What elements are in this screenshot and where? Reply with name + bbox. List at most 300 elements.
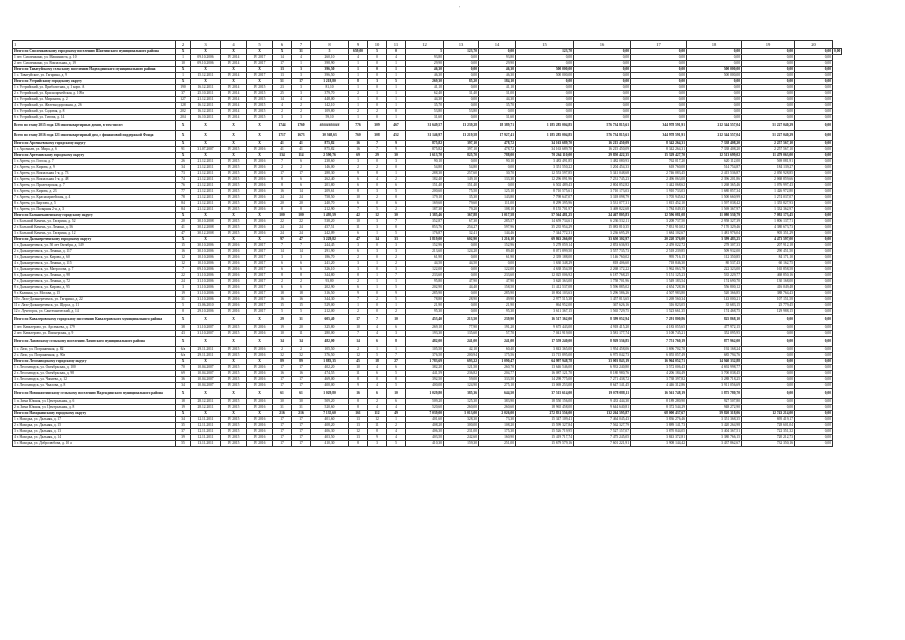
value-cell: X [221, 213, 247, 219]
value-cell: 403,50 [311, 435, 349, 441]
value-cell: 0,00 [631, 67, 687, 73]
value-cell: 7 [387, 273, 406, 279]
value-cell: 0,00 [795, 371, 833, 377]
value-cell: 0,00 [742, 325, 795, 331]
value-cell: 0,00 [742, 55, 795, 61]
value-cell: X [191, 131, 221, 141]
value-cell: 5 [387, 189, 406, 195]
address-cell: 2 г. Находка, ул. Дальняя, д. 15 [13, 423, 176, 429]
value-cell: 1 218,80 [311, 79, 349, 85]
value-cell: 16 [273, 189, 292, 195]
value-cell: 1760 [292, 121, 311, 131]
value-cell: 5 [292, 309, 311, 315]
value-cell: 84 [176, 201, 191, 207]
value-cell: X [176, 49, 191, 55]
value-cell: 685 794,76 [687, 353, 742, 359]
value-cell: 21.12.2011 [191, 201, 221, 207]
value-cell: 7 562 327,79 [574, 423, 631, 429]
value-cell: 4 [387, 405, 406, 411]
value-cell: 51 227 040,29 [742, 121, 795, 131]
value-cell: 0,00 [795, 285, 833, 291]
value-cell: 1 783,69 [406, 359, 444, 365]
value-cell: 260,10 [311, 55, 349, 61]
value-cell: 212 344 557,04 [687, 121, 742, 131]
value-cell: 18 550 156,00 [516, 399, 574, 405]
value-cell: 8 [387, 337, 406, 347]
value-cell: 231,00 [444, 429, 479, 435]
value-cell: 41 [273, 141, 292, 147]
value-cell: 7 [176, 267, 191, 273]
value-cell: 877 962,00 [687, 337, 742, 347]
value-cell: X [191, 337, 221, 347]
value-cell: 31 [292, 405, 311, 411]
value-cell: IV 2014 [221, 115, 247, 121]
value-cell: 6 [292, 159, 311, 165]
value-cell: X [221, 237, 247, 243]
value-cell: 09.10.2006 [191, 55, 221, 61]
value-cell: 4 [349, 55, 368, 61]
address-cell: 2 г. Лесозаводск, ул. Октябрьская, д. 98 [13, 371, 176, 377]
value-cell: 0,00 [631, 61, 687, 67]
value-cell: 158,50 [479, 285, 516, 291]
value-cell: 17 [292, 441, 311, 447]
value-cell: 30.12.2008 [191, 225, 221, 231]
value-cell: 1 185 285 004,85 [516, 121, 574, 131]
value-cell: 0,00 [795, 165, 833, 171]
value-cell: 34 [176, 383, 191, 389]
value-cell: 5 [387, 231, 406, 237]
value-cell: 0,00 [795, 213, 833, 219]
value-cell: 3 404 367,51 [687, 429, 742, 435]
value-cell: 19 [176, 405, 191, 411]
header-cell: 14 [479, 41, 516, 49]
value-cell: 191,20 [479, 325, 516, 331]
value-cell: IV 2016 [247, 165, 273, 171]
value-cell: 576 734 815,61 [574, 121, 631, 131]
address-cell: 6 г. Артем, ул. Кирова, д. 23 [13, 189, 176, 195]
value-cell: 0 [387, 165, 406, 171]
value-cell: 34 [176, 165, 191, 171]
value-cell: 3 843 365,00 [516, 347, 574, 353]
value-cell: 728 601,04 [742, 423, 795, 429]
value-cell: 7 041 919,00 [516, 331, 574, 337]
value-cell: 6 [273, 285, 292, 291]
value-cell: IV 2016 [247, 195, 273, 201]
value-cell: 1 076 997,43 [742, 183, 795, 189]
value-cell: 0,00 [687, 109, 742, 115]
value-cell: 2 977 515,38 [516, 297, 574, 303]
value-cell: 222 323,00 [687, 267, 742, 273]
value-cell: 0,00 [516, 61, 574, 67]
value-cell: 32 [273, 353, 292, 359]
value-cell: 482,00 [311, 337, 349, 347]
value-cell: 130 168,00 [742, 279, 795, 285]
value-cell: 0,00 [631, 109, 687, 115]
value-cell: IV 2016 [247, 325, 273, 331]
value-cell: 0,00 [687, 103, 742, 109]
value-cell: 1 [368, 279, 387, 285]
value-cell: 0,00 [574, 67, 631, 73]
value-cell: 4 [292, 55, 311, 61]
value-cell: 397,10 [444, 147, 479, 153]
header-cell: 3 [191, 41, 221, 49]
value-cell: 109,80 [311, 109, 349, 115]
value-cell: 1 274 037,07 [742, 195, 795, 201]
value-cell: 5 151 125,23 [631, 273, 687, 279]
value-cell: 12 [349, 353, 368, 359]
value-cell: IV 2016 [247, 219, 273, 225]
value-cell: 1717 [273, 131, 292, 141]
value-cell: 1 500 660,99 [687, 195, 742, 201]
value-cell: 216 [273, 411, 292, 417]
value-cell: 2 [387, 423, 406, 429]
value-cell: 31.10.2006 [191, 279, 221, 285]
value-cell: 1 [387, 97, 406, 103]
value-cell: 5 [387, 79, 406, 85]
value-cell: 8 342 264,31 [631, 141, 687, 147]
value-cell: 0 [368, 303, 387, 309]
value-cell: 18 [176, 399, 191, 405]
value-cell: 0,00 [742, 103, 795, 109]
value-cell: IV 2016 [221, 249, 247, 255]
value-cell: 0,00 [795, 159, 833, 165]
value-cell: 6 [292, 267, 311, 273]
header-cell: 7 [292, 41, 311, 49]
value-cell: 1 [349, 97, 368, 103]
value-cell: 8 [349, 189, 368, 195]
value-cell: 1 146 760,02 [574, 255, 631, 261]
value-cell: 31.10.2007 [191, 331, 221, 337]
value-cell: 89 [292, 359, 311, 365]
value-cell: 20 [176, 219, 191, 225]
value-cell: 3 [368, 219, 387, 225]
value-cell: X [247, 67, 273, 73]
value-cell: 13 [273, 73, 292, 79]
value-cell: 352,87 [406, 219, 444, 225]
value-cell: 30.10.2006 [191, 243, 221, 249]
value-cell: 0,00 [631, 97, 687, 103]
value-cell: 9 [387, 291, 406, 297]
value-cell: 238,60 [311, 159, 349, 165]
value-cell: 2 [273, 109, 292, 115]
value-cell: 9 644 640,81 [574, 405, 631, 411]
value-cell: 4 638 354,58 [516, 267, 574, 273]
group-total-row [13, 337, 842, 347]
value-cell: 254,27 [444, 225, 479, 231]
value-cell: 0 [387, 109, 406, 115]
header-cell: 19 [742, 41, 795, 49]
value-cell: 2 [387, 255, 406, 261]
value-cell: 3 420 264,98 [687, 423, 742, 429]
value-cell: 5 [176, 303, 191, 309]
value-cell: 16.12.2011 [191, 85, 221, 91]
value-cell: 0,00 [795, 399, 833, 405]
value-cell: 0,00 [742, 109, 795, 115]
value-cell: X [247, 411, 273, 417]
value-cell: 129 988,15 [742, 309, 795, 315]
value-cell: 46,30 [406, 67, 444, 73]
value-cell: 1 [349, 85, 368, 91]
value-cell: 17 [292, 383, 311, 389]
address-cell: 8 г. Дальнереченск, ул. Кирова, д. 95 [13, 285, 176, 291]
value-cell: IV 2016 [247, 383, 273, 389]
value-cell: 408,20 [406, 423, 444, 429]
value-cell: 3 469 822,68 [574, 207, 631, 213]
value-cell: 0,00 [574, 97, 631, 103]
value-cell: 133,30 [479, 177, 516, 183]
value-cell: 31,60 [406, 115, 444, 121]
value-cell: 1 [387, 417, 406, 423]
value-cell: 2 [292, 347, 311, 353]
value-cell: 367 626,16 [574, 303, 631, 309]
value-cell: 0,00 [444, 243, 479, 249]
value-cell: 3 [387, 243, 406, 249]
value-cell: 4 692 998,77 [687, 365, 742, 371]
value-cell: 0,00 [742, 365, 795, 371]
value-cell: 47,90 [444, 279, 479, 285]
value-cell: 09.10.2006 [191, 267, 221, 273]
value-cell: 4 654 728,36 [631, 285, 687, 291]
value-cell: 0,00 [795, 183, 833, 189]
address-cell: 5 г. Дальнереченск, ул. Матросова, д. 7 [13, 267, 176, 273]
value-cell: IV 2016 [247, 189, 273, 195]
value-cell: 0,00 [742, 73, 795, 79]
value-cell: 6 [273, 267, 292, 273]
value-cell: IV 2015 [221, 441, 247, 447]
value-cell: 8 189 280,90 [631, 399, 687, 405]
value-cell: 509 932,00 [687, 249, 742, 255]
value-cell: 24 467 805,83 [574, 213, 631, 219]
header-cell: 8 [311, 41, 349, 49]
value-cell: 0 [368, 377, 387, 383]
value-cell: 659,00 [349, 49, 368, 55]
value-cell: 41 [292, 147, 311, 153]
value-cell: 825,70 [444, 153, 479, 159]
value-cell: 16 561 748,19 [631, 389, 687, 399]
value-cell: 6 [349, 231, 368, 237]
value-cell: 127 [176, 97, 191, 103]
value-cell: 7 831 910,02 [631, 225, 687, 231]
value-cell: 79,60 [444, 201, 479, 207]
value-cell: 44,50 [406, 261, 444, 267]
value-cell: 2 026,00 [479, 411, 516, 417]
header-cell: 17 [631, 41, 687, 49]
address-cell: 4 г. Находка, ул. Дальняя, д. 14 [13, 435, 176, 441]
value-cell: 4 [292, 97, 311, 103]
value-cell: 31,40 [444, 91, 479, 97]
value-cell: IV 2016 [221, 261, 247, 267]
value-cell: 0,00 [795, 171, 833, 177]
header-cell: 1 [13, 41, 176, 49]
value-cell: 34 163 689,70 [516, 141, 574, 147]
value-cell: 3 [387, 249, 406, 255]
value-cell: 69 863 266,00 [516, 237, 574, 243]
value-cell: 6 [292, 183, 311, 189]
value-cell: 1744 [273, 121, 292, 131]
value-cell: 853,76 [406, 225, 444, 231]
value-cell: 1 [176, 73, 191, 79]
value-cell: 448,00 [311, 97, 349, 103]
value-cell: 30 368,63 [311, 131, 349, 141]
address-cell: 1 пгт. Кавалерово, ул. Арсеньева, д. 179 [13, 325, 176, 331]
value-cell: IV 2015 [247, 97, 273, 103]
value-cell: IV 2015 [221, 417, 247, 423]
value-cell: IV 2015 [221, 225, 247, 231]
value-cell: 2 [292, 279, 311, 285]
value-cell: 54,80 [406, 165, 444, 171]
value-cell: IV 2016 [221, 273, 247, 279]
value-cell: 6 975 042,73 [574, 353, 631, 359]
value-cell: 17 [273, 171, 292, 177]
value-cell: 3 [292, 255, 311, 261]
value-cell: 2 [368, 109, 387, 115]
value-cell: IV 2016 [221, 297, 247, 303]
value-cell: 135,60 [444, 331, 479, 337]
value-cell: 520,60 [311, 405, 349, 411]
value-cell: 278 307,33 [687, 243, 742, 249]
value-cell: 13 646 546,00 [516, 365, 574, 371]
value-cell: X [191, 67, 221, 73]
value-cell: 6 [387, 399, 406, 405]
value-cell: 1 029,80 [311, 389, 349, 399]
value-cell: 16 [273, 297, 292, 303]
value-cell: 78 [176, 195, 191, 201]
value-cell: 2 [349, 165, 368, 171]
value-cell: 388 764,43 [742, 291, 795, 297]
value-cell: 0,00 [444, 103, 479, 109]
value-cell: 161 [349, 411, 368, 417]
value-cell: ########### [311, 121, 349, 131]
value-cell: 90,10 [479, 159, 516, 165]
value-cell: 7 291 800,86 [631, 315, 687, 325]
value-cell: IV 2017 [247, 249, 273, 255]
value-cell: 1 962 063,78 [631, 267, 687, 273]
value-cell: 6 [387, 201, 406, 207]
value-cell: 7 [273, 159, 292, 165]
value-cell: 0,00 [574, 73, 631, 79]
value-cell: 0,00 [795, 255, 833, 261]
value-cell: X [221, 67, 247, 73]
value-cell: 2 459 022,72 [631, 243, 687, 249]
value-cell: 30.10.2008 [191, 219, 221, 225]
value-cell: 8 [176, 309, 191, 315]
value-cell: 6 [368, 337, 387, 347]
value-cell: 410,30 [311, 441, 349, 447]
header-cell: 20 [795, 41, 833, 49]
value-cell: 8 [387, 195, 406, 201]
value-cell: 7 [349, 207, 368, 213]
value-cell: 91 [176, 147, 191, 153]
value-cell: 3 236 695,29 [574, 231, 631, 237]
value-cell: 31 649,57 [406, 121, 444, 131]
address-cell: 1 г. Устрийский, ул. Приболотная, д. 1 корп. А [13, 85, 176, 91]
value-cell: 7 135,60 [311, 411, 349, 417]
value-cell: 174 690,70 [687, 279, 742, 285]
value-cell: 8 155 701,97 [516, 207, 574, 213]
value-cell: 175,30 [479, 429, 516, 435]
value-cell: 41 [292, 141, 311, 147]
value-cell: 1 [387, 103, 406, 109]
value-cell: 0 [368, 61, 387, 67]
value-cell: 12 553 597,85 [516, 171, 574, 177]
value-cell: IV 2017 [247, 255, 273, 261]
value-cell: X [221, 337, 247, 347]
address-cell: Итого по Арсеньевскому городскому округу [13, 141, 176, 147]
value-cell: X [247, 389, 273, 399]
value-cell: IV 2014 [221, 55, 247, 61]
value-cell: 2 [349, 91, 368, 97]
value-cell: X [191, 389, 221, 399]
value-cell: 1 784 049,35 [631, 207, 687, 213]
value-cell: IV 2016 [247, 405, 273, 411]
value-cell: 376,50 [311, 353, 349, 359]
value-cell: 2 [368, 399, 387, 405]
value-cell: 468 850,16 [742, 273, 795, 279]
value-cell: 400,00 [406, 383, 444, 389]
value-cell: 202,90 [406, 285, 444, 291]
value-cell: 618 760,00 [631, 165, 687, 171]
value-cell: 0,00 [444, 255, 479, 261]
value-cell: 46,30 [479, 73, 516, 79]
value-cell: 12 025 006,92 [516, 273, 574, 279]
value-cell: X [221, 315, 247, 325]
value-cell: 3 [368, 189, 387, 195]
value-cell: 2 268 172,22 [574, 267, 631, 273]
value-cell: IV 2016 [221, 285, 247, 291]
table-body [13, 41, 842, 447]
value-cell: 0,00 [444, 85, 479, 91]
value-cell: IV 2016 [247, 441, 273, 447]
value-cell: IV 2016 [247, 183, 273, 189]
value-cell: 14 [292, 189, 311, 195]
value-cell: 15 419 717,74 [516, 435, 574, 441]
value-cell: IV 2015 [221, 399, 247, 405]
value-cell: 5 296 586,26 [574, 291, 631, 297]
value-cell: 2 746 083,45 [631, 171, 687, 177]
address-cell: 1 с. Лазо, ул. Пограничная, д. 82 [13, 347, 176, 353]
value-cell: 1 565 729,75 [574, 309, 631, 315]
value-cell: 69 [349, 153, 368, 159]
address-cell: 4 г. Артем, ул. Вокзальная 1-я, д. 48 [13, 177, 176, 183]
value-cell: 7 [387, 219, 406, 225]
value-cell: 16.12.2011 [191, 109, 221, 115]
value-cell: IV 2017 [247, 291, 273, 297]
value-cell: 46,30 [479, 67, 516, 73]
value-cell: 80 537,43 [687, 261, 742, 267]
value-cell: 0,00 [742, 347, 795, 353]
value-cell: X [247, 315, 273, 325]
address-cell: 3 г. Дальнереченск, ул. Кирова, д. 60 [13, 255, 176, 261]
value-cell: 3 351 368,35 [687, 417, 742, 423]
value-cell: 0,00 [795, 383, 833, 389]
value-cell: 0,00 [742, 337, 795, 347]
value-cell: 0,00 [631, 85, 687, 91]
value-cell: 17 [273, 441, 292, 447]
value-cell: 695 419,17 [742, 417, 795, 423]
address-cell: 8 г. Артем, ул. Бирзова, д. 5 [13, 201, 176, 207]
value-cell: 520 366,85 [687, 291, 742, 297]
value-cell: 1 017,58 [479, 213, 516, 219]
value-cell: 9 [349, 291, 368, 297]
value-cell: 457,51 [311, 225, 349, 231]
value-cell: 0,00 [795, 195, 833, 201]
value-cell: 165 858,58 [742, 267, 795, 273]
value-cell: IV 2017 [247, 309, 273, 315]
value-cell: 6 502 489,43 [516, 183, 574, 189]
value-cell: 12 596 081,08 [631, 213, 687, 219]
value-cell: IV 2015 [221, 183, 247, 189]
value-cell: 2 [273, 279, 292, 285]
